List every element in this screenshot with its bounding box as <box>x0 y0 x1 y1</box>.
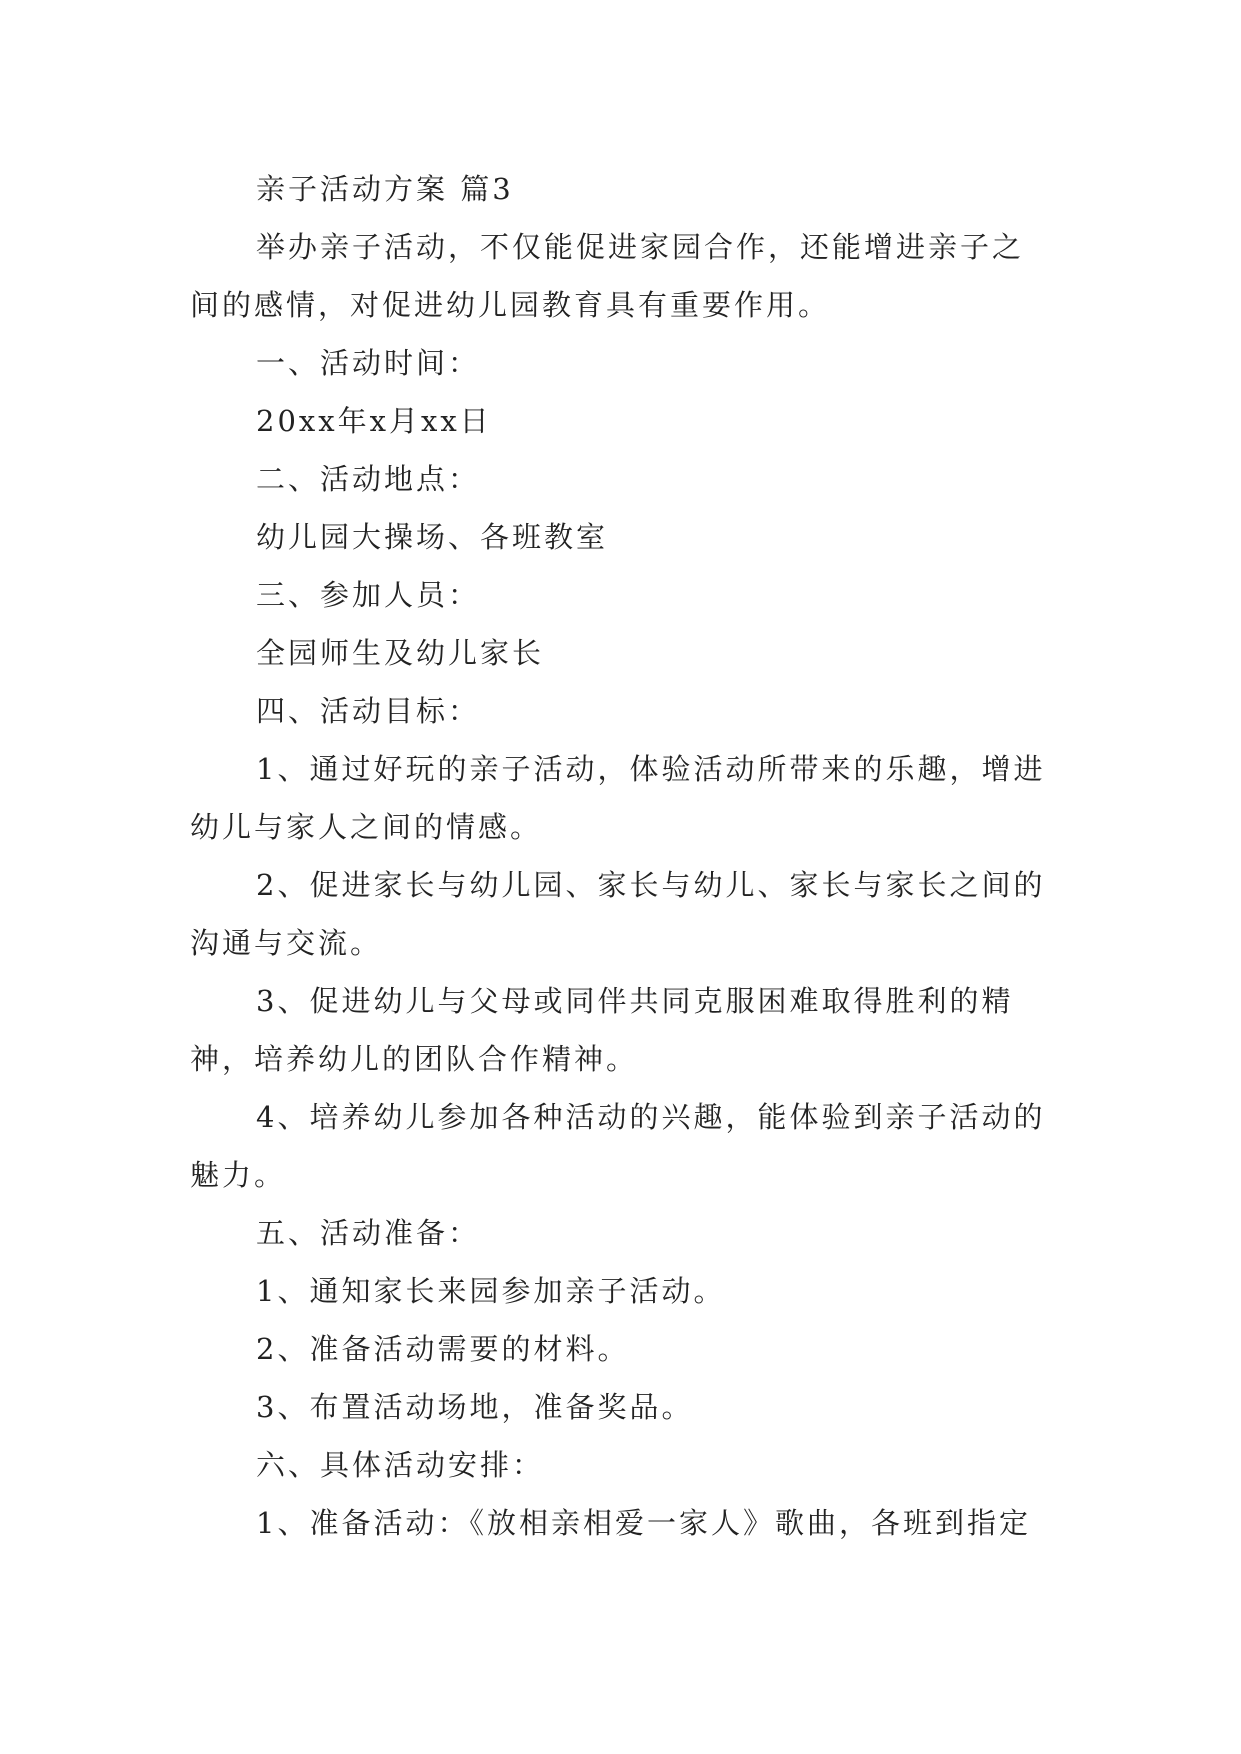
section-heading-time: 一、活动时间： <box>256 346 481 380</box>
section-heading-schedule: 六、具体活动安排： <box>256 1448 545 1482</box>
preparation-item-3: 3、布置活动场地，准备奖品。 <box>256 1390 694 1424</box>
section-heading-goals: 四、活动目标： <box>256 694 481 728</box>
section-heading-participants: 三、参加人员： <box>256 578 481 612</box>
document-title: 亲子活动方案 篇3 <box>256 172 514 206</box>
intro-paragraph: 举办亲子活动，不仅能促进家园合作，还能增进亲子之间的感情，对促进幼儿园教育具有重要作用。 <box>190 230 1025 322</box>
section-heading-preparation: 五、活动准备： <box>256 1216 481 1250</box>
goal-item-2: 2、促进家长与幼儿园、家长与幼儿、家长与家长之间的沟通与交流。 <box>190 868 1046 960</box>
goal-item-3: 3、促进幼儿与父母或同伴共同克服困难取得胜利的精神，培养幼儿的团队合作精神。 <box>190 984 1014 1076</box>
document-body <box>190 160 1050 1552</box>
activity-participants: 全园师生及幼儿家长 <box>256 636 545 670</box>
preparation-item-2: 2、准备活动需要的材料。 <box>256 1332 630 1366</box>
section-heading-location: 二、活动地点： <box>256 462 481 496</box>
activity-location: 幼儿园大操场、各班教室 <box>256 520 609 554</box>
activity-date: 20xx年x月xx日 <box>256 404 492 438</box>
preparation-item-1: 1、通知家长来园参加亲子活动。 <box>256 1274 726 1308</box>
schedule-item-1: 1、准备活动：《放相亲相爱一家人》歌曲，各班到指定 <box>256 1506 1031 1540</box>
goal-item-4: 4、培养幼儿参加各种活动的兴趣，能体验到亲子活动的魅力。 <box>190 1100 1046 1192</box>
goal-item-1: 1、通过好玩的亲子活动，体验活动所带来的乐趣，增进幼儿与家人之间的情感。 <box>190 752 1046 844</box>
